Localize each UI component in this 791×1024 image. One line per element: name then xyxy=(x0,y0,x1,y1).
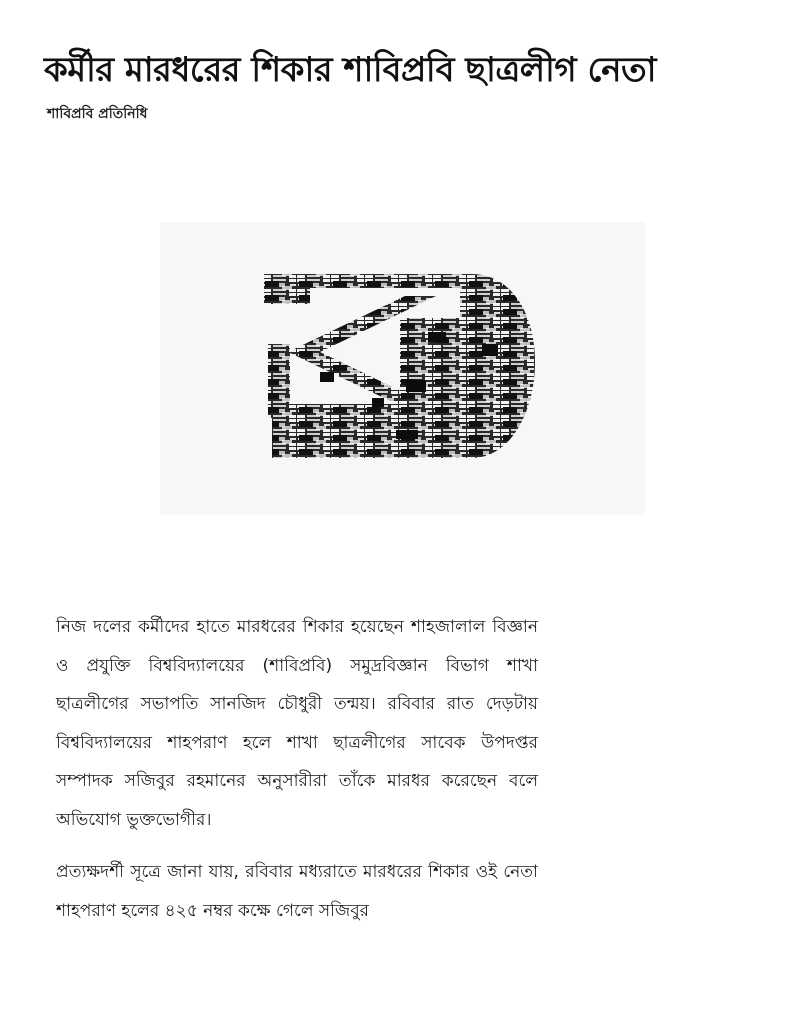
article-body xyxy=(56,608,538,944)
word-collage-logo-icon xyxy=(160,222,645,515)
byline: শাবিপ্রবি প্রতিনিধি xyxy=(47,106,148,122)
article-paragraph-2: প্রত্যক্ষদর্শী সূত্রে জানা যায়, রবিবার মধ্যরাতে মারধরের শিকার ওই নেতা শাহপরাণ হলের ৪২৫ নম্বর কক্ষে গেলে সজিবুর xyxy=(56,862,538,921)
article-image xyxy=(160,222,645,515)
article-paragraph-1: নিজ দলের কর্মীদের হাতে মারধরের শিকার হয়েছেন শাহজালাল বিজ্ঞান ও প্রযুক্তি বিশ্ববিদ্যালয়ের (শাবিপ্রবি) সমুদ্রবিজ্ঞান বিভাগ শাখা ছাত্রলীগের সভাপতি সানজিদ চৌধুরী তন্ময়। রবিবার রাত দেড়টায় বিশ্ববিদ্যালয়ের শাহপরাণ হলে শাখা ছাত্রলীগের সাবেক উপদপ্তর সম্পাদক সজিবুর রহমানের অনুসারীরা তাঁকে মারধর করেছেন বলে অভিযোগ ভুক্তভোগীর। xyxy=(56,617,538,830)
article-headline: কর্মীর মারধরের শিকার শাবিপ্রবি ছাত্রলীগ নেতা xyxy=(44,50,656,90)
